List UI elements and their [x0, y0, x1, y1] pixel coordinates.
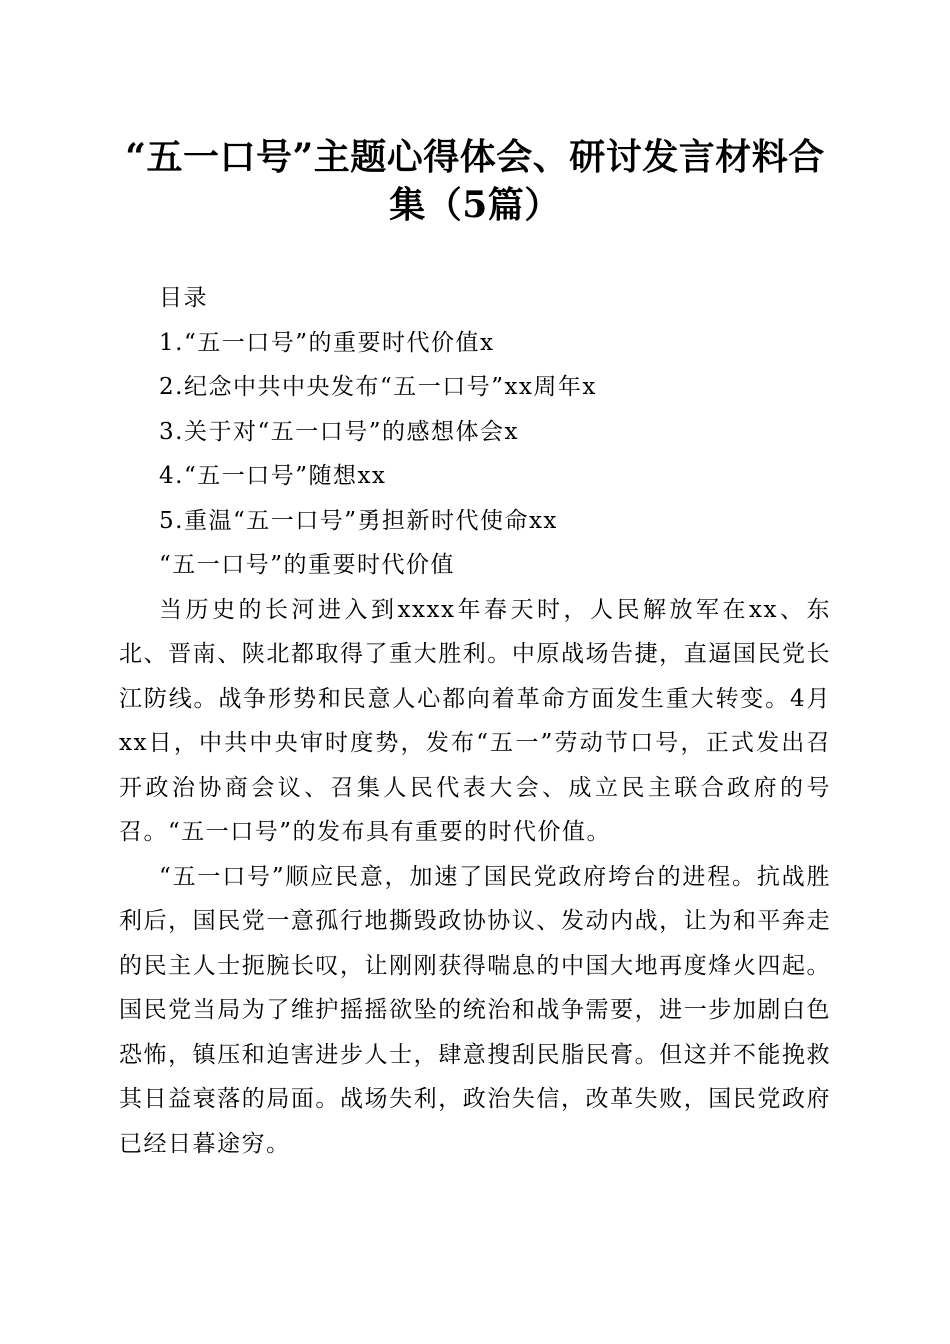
section-title: “五一口号”的重要时代价值	[159, 552, 456, 578]
document-title: “五一口号”主题心得体会、研讨发言材料合集（5篇）	[125, 136, 825, 226]
document-body	[119, 276, 831, 1166]
toc-item: 4.“五一口号”随想xx	[159, 463, 387, 489]
toc-item: 3.关于对“五一口号”的感想体会x	[159, 418, 519, 445]
toc-item: 5.重温“五一口号”勇担新时代使命xx	[159, 507, 558, 534]
toc-heading: 目录	[159, 285, 208, 311]
toc-item: 1.“五一口号”的重要时代价值x	[159, 329, 495, 356]
body-paragraph: “五一口号”顺应民意，加速了国民党政府垮台的进程。抗战胜利后，国民党一意孤行地撕毁政协协议、发动内战，让为和平奔走的民主人士扼腕长叹，让刚刚获得喘息的中国大地再度烽火四起。国民党当局为了维护摇摇欲坠的统治和战争需要，进一步加剧白色恐怖，镇压和迫害进步人士，肆意搜刮民脂民膏。但这并不能挽救其日益衰落的局面。战场失利，政治失信，改革失败，国民党政府已经日暮途穷。	[119, 863, 831, 1157]
body-paragraph: 当历史的长河进入到xxxx年春天时，人民解放军在xx、东北、晋南、陕北都取得了重大胜利。中原战场告捷，直逼国民党长江防线。战争形势和民意人心都向着革命方面发生重大转变。4月xx日，中共中央审时度势，发布“五一”劳动节口号，正式发出召开政治协商会议、召集人民代表大会、成立民主联合政府的号召。“五一口号”的发布具有重要的时代价值。	[119, 596, 831, 845]
toc-item: 2.纪念中共中央发布“五一口号”xx周年x	[159, 374, 597, 400]
